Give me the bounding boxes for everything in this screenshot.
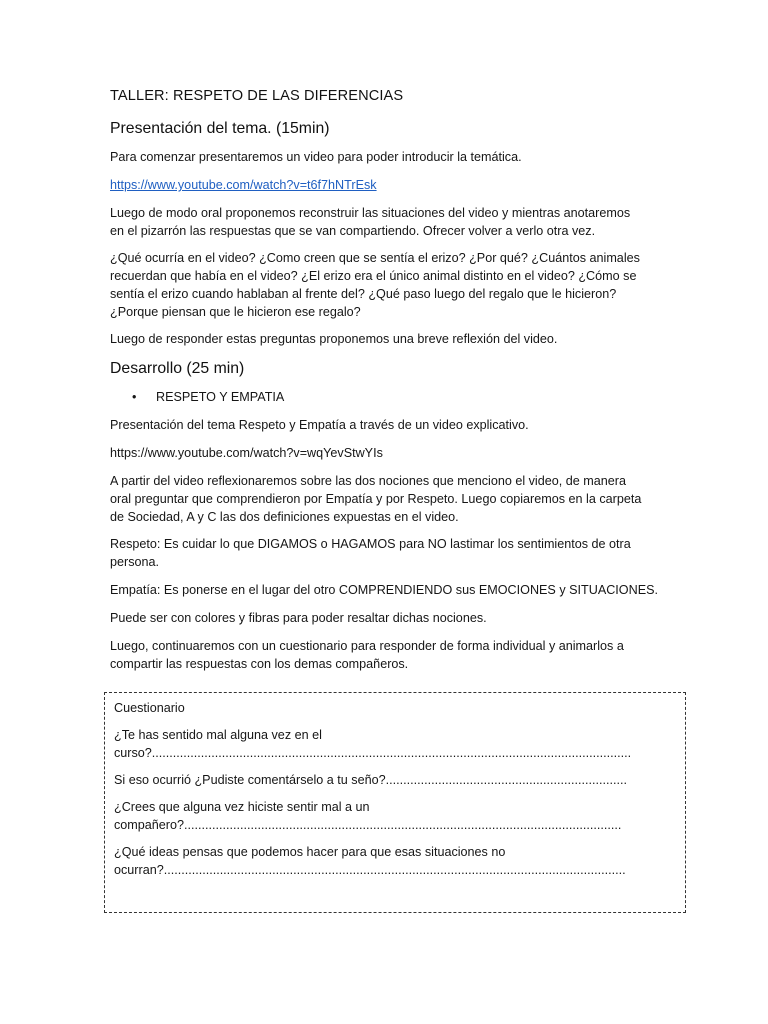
- colores-note: Puede ser con colores y fibras para poder resaltar dichas nociones.: [110, 611, 487, 625]
- question-4: [114, 843, 674, 879]
- paragraph-line: recuerdan que había en el video? ¿El erizo era el único animal distinto en el video? ¿Cómo se: [110, 269, 637, 283]
- empatia-definition: Empatía: Es ponerse en el lugar del otro COMPRENDIENDO sus EMOCIONES y SITUACIONES.: [110, 583, 659, 597]
- answer-line: compañero?.............................................................................................................................: [114, 818, 622, 832]
- answer-line: ocurran?....................................................................................................................................: [114, 863, 626, 877]
- document-title: TALLER: RESPETO DE LAS DIFERENCIAS: [110, 88, 404, 104]
- paragraph-line: oral preguntar que comprendieron por Empatía y por Respeto. Luego copiaremos en la carpeta: [110, 492, 642, 506]
- section-heading-desarrollo: Desarrollo (25 min): [110, 360, 245, 377]
- paragraph-line: ¿Porque piensan que le hicieron ese regalo?: [110, 305, 361, 319]
- document-body: [110, 86, 670, 673]
- bullet-icon: •: [132, 390, 137, 404]
- intro-paragraph: Para comenzar presentaremos un video para poder introducir la temática.: [110, 150, 522, 164]
- questionnaire-title: Cuestionario: [114, 701, 185, 715]
- paragraph-line: de Sociedad, A y C las dos definiciones expuestas en el video.: [110, 510, 459, 524]
- question-3: [114, 798, 674, 834]
- paragraph-line: persona.: [110, 555, 160, 569]
- questions-paragraph: [110, 249, 670, 321]
- question-2: Si eso ocurrió ¿Pudiste comentárselo a tu seño?.....................................................................: [114, 773, 628, 787]
- reflection-paragraph: Luego de responder estas preguntas proponemos una breve reflexión del video.: [110, 332, 558, 346]
- answer-line: curso?.........................................................................................................................................: [114, 746, 632, 760]
- paragraph-line: Respeto: Es cuidar lo que DIGAMOS o HAGAMOS para NO lastimar los sentimientos de otra: [110, 537, 631, 551]
- section-heading-presentacion: Presentación del tema. (15min): [110, 120, 330, 137]
- video-link-1-text[interactable]: https://www.youtube.com/watch?v=t6f7hNTrEsk: [110, 178, 377, 192]
- paragraph-line: Luego, continuaremos con un cuestionario para responder de forma individual y animarlos a: [110, 639, 624, 653]
- question-line: ¿Qué ideas pensas que podemos hacer para que esas situaciones no: [114, 845, 506, 859]
- reflection-explanation: [110, 472, 670, 526]
- bullet-label: RESPETO Y EMPATIA: [156, 390, 285, 404]
- respeto-empatia-intro: Presentación del tema Respeto y Empatía a través de un video explicativo.: [110, 418, 529, 432]
- question-line: ¿Crees que alguna vez hiciste sentir mal a un: [114, 800, 370, 814]
- paragraph-line: Luego de modo oral proponemos reconstruir las situaciones del video y mientras anotaremos: [110, 206, 631, 220]
- questionnaire-box: [104, 692, 686, 913]
- paragraph-line: en el pizarrón las respuestas que se van compartiendo. Ofrecer volver a verlo otra vez.: [110, 224, 596, 238]
- question-1: [114, 726, 674, 762]
- question-line: ¿Te has sentido mal alguna vez en el: [114, 728, 322, 742]
- bullet-item: [110, 388, 670, 406]
- paragraph-reconstruir: [110, 204, 670, 240]
- closing-paragraph: [110, 637, 670, 673]
- video-link-1[interactable]: [110, 176, 670, 194]
- video-link-2: https://www.youtube.com/watch?v=wqYevStwYIs: [110, 446, 383, 460]
- paragraph-line: ¿Qué ocurría en el video? ¿Como creen que se sentía el erizo? ¿Por qué? ¿Cuántos animales: [110, 251, 640, 265]
- paragraph-line: sentía el erizo cuando hablaban al frente del? ¿Qué paso luego del regalo que le hicieron?: [110, 287, 617, 301]
- paragraph-line: A partir del video reflexionaremos sobre las dos nociones que menciono el video, de manera: [110, 474, 626, 488]
- respeto-definition: [110, 535, 670, 571]
- paragraph-line: compartir las respuestas con los demas compañeros.: [110, 657, 409, 671]
